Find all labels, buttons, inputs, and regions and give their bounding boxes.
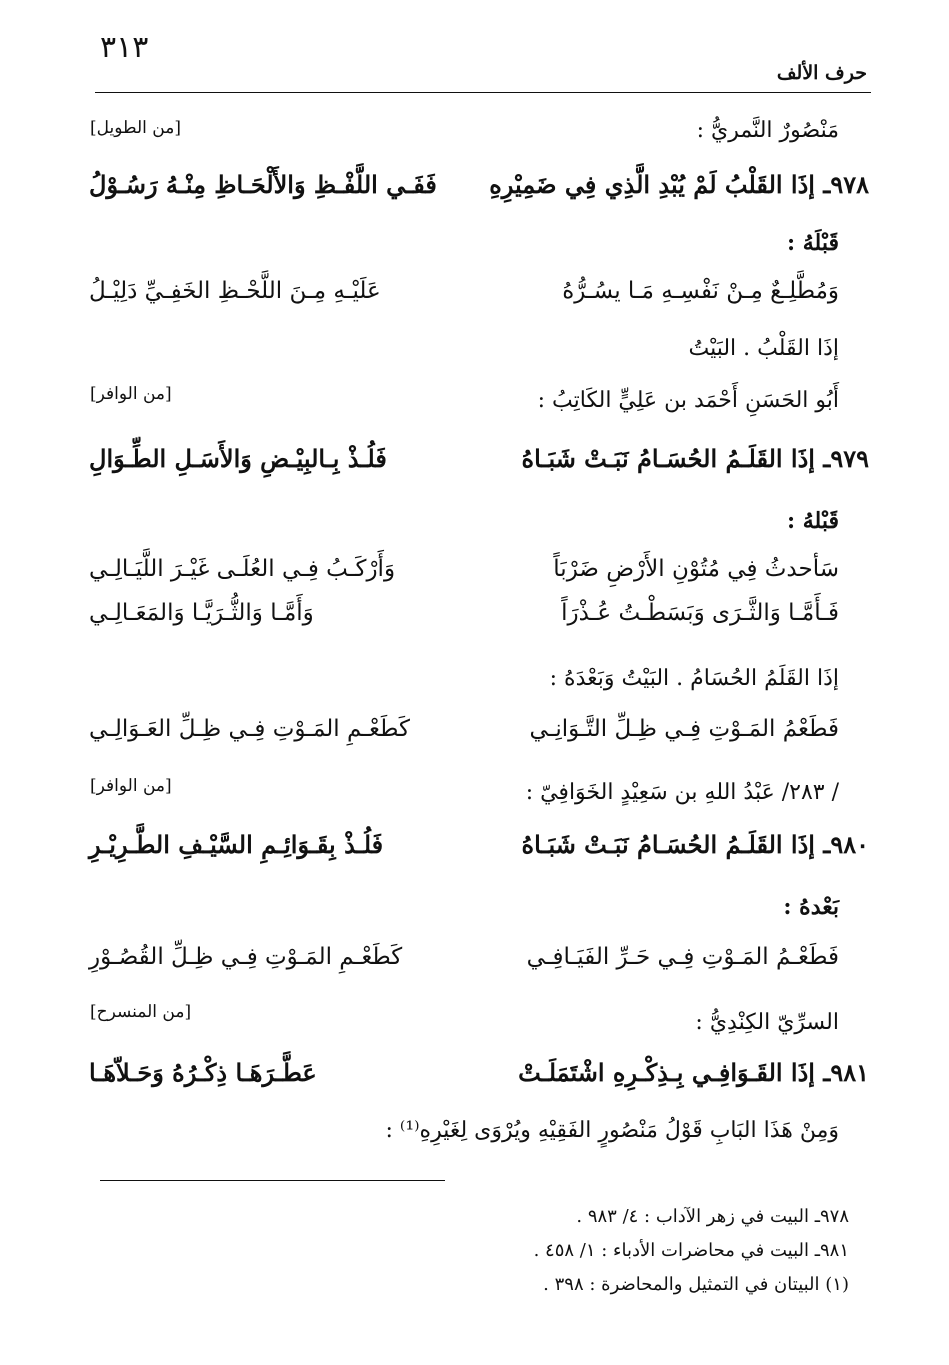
verse-second-hemistich: عَطَّـرَهَـا ذِكْـرُهُ وَحَـلاّهَـا [89,1058,317,1087]
following-second-hemistich: كَطَعْـمِ المَـوْتِ فِـي ظِـلِّ العَـوَالِـي [89,716,410,742]
page-number: ٣١٣ [100,30,149,65]
following-second-hemistich: كَطَعْـمِ المَـوْتِ فِـي ظِـلِّ القُصُـوْرِ [89,944,403,970]
footnote: (١) البيتان في التمثيل والمحاضرة : ٣٩٨ . [543,1274,849,1295]
context-first-hemistich: سَأحدثُ فِي مُتُوْنِ الأَرْضِ ضَرْبَاً [553,556,839,582]
verse-first-hemistich: ٩٨٠ـ إذَا القَلَـمُ الحُسَـامُ نَبَـتْ شَبَـاهُ [521,830,869,859]
context-verse [89,556,869,600]
footnote-rule [100,1180,445,1181]
meter-label: [من المنسرح] [90,1002,192,1022]
section-label: قَبْلَهُ : [786,230,839,256]
verse-first-hemistich: ٩٧٩ـ إذَا القَلَـمُ الحُسَـامُ نَبَـتْ شَبَـاهُ [521,444,869,473]
poet-name: أَبُو الحَسَنِ أَحْمَد بن عَلِيٍّ الكَاتِبُ : [537,388,839,413]
meter-label: [من الوافر] [90,384,172,404]
footnote: ٩٨١ـ البيت في محاضرات الأدباء : ١/ ٤٥٨ . [533,1240,849,1261]
context-first-hemistich: وَمُطَّلِـعٌ مِـنْ نَفْسِـهِ مَـا يسُـرُّهُ [562,278,839,304]
following-verse [89,716,869,760]
verse-981 [89,1058,869,1102]
poet-name: / ٢٨٣/ عَبْدُ اللهِ بن سَعِيْدٍ الخَوَافِيّ : [525,780,839,805]
cross-reference-note: إذَا القَلَمُ الحُسَامُ . البَيْتُ وَبَعْدَهُ : [549,666,839,691]
following-first-hemistich: فَطَعْـمُ المَـوْتِ فِـي حَـرِّ الفَيَـافِـي [526,944,839,970]
verse-second-hemistich: فَفَـي اللَّفْـظِ وَالأَلْحَـاظِ مِنْـهُ رَسُـوْلُ [89,170,437,199]
meter-label: [من الطويل] [90,118,181,138]
verse-first-hemistich: ٩٨١ـ إذَا القَـوَافِـي بِـذِكْـرِهِ اشْتَمَلَـتْ [518,1058,869,1087]
poet-name: مَنْصُورٌ النَّمريُّ : [696,118,839,143]
following-verse [89,944,869,988]
footnote: ٩٧٨ـ البيت في زهر الآداب : ٤/ ٩٨٣ . [576,1206,849,1227]
context-verse [89,278,869,322]
verse-second-hemistich: فَلُـذْ بِـالبِيْـضِ وَالأَسَـلِ الطِّـوَالِ [89,444,387,473]
context-verse [89,600,869,644]
section-label: قَبْلهُ : [786,508,839,534]
running-head: حرف الألف [776,62,867,84]
poet-name: السرِّيّ الكِنْدِيُّ : [695,1010,839,1035]
verse-980 [89,830,869,874]
context-first-hemistich: فَـأَمَّـا وَالثَّـرَى وَبَسَطْـتُ عُـذْرَاً [561,600,839,626]
context-second-hemistich: وَأَمَّـا وَالثُّـرَيَّـا وَالمَعَـالِـي [89,600,314,626]
verse-979 [89,444,869,488]
verse-second-hemistich: فَلُـذْ بِقَـوَائِـمِ السَّيْـفِ الطَّـرِيْـرِ [89,830,384,859]
following-first-hemistich: فَطَعْمُ المَـوْتِ فِـي ظِـلِّ التَّـوَانِـي [529,716,839,742]
transition-prose: وَمِنْ هَذَا البَابِ قَوْلُ مَنْصُورٍ الفَقِيْهِ ويُرْوَى لِغَيْرِهِ⁽¹⁾ : [385,1118,839,1143]
context-second-hemistich: وَأَرْكَـبُ فِـي العُلَـى غَيْـرَ اللَّيَـالِـي [89,556,396,582]
meter-label: [من الوافر] [90,776,172,796]
header-rule [95,92,871,93]
section-label: بَعْدهُ : [783,894,839,920]
context-second-hemistich: عَلَيْـهِ مِـنَ اللَّحْـظِ الخَفِـيِّ دَلِيْـلُ [89,278,381,304]
verse-978 [89,170,869,214]
verse-first-hemistich: ٩٧٨ـ إذَا القَلْبُ لَمْ يُبْدِ الَّذِي فِي ضَمِيْرِهِ [489,170,869,199]
cross-reference-note: إذَا القَلْبُ . البَيْتُ [688,336,839,361]
